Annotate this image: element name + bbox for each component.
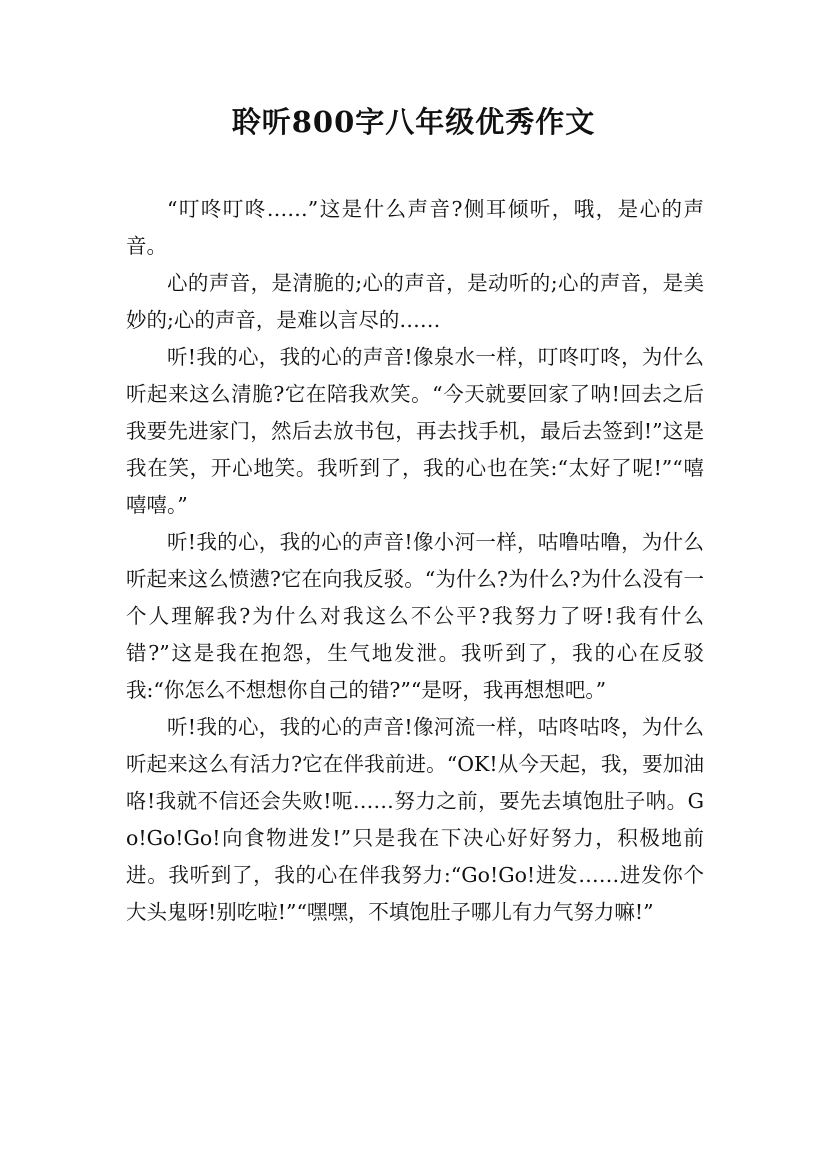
paragraph-5: 听!我的心，我的心的声音!像河流一样，咕咚咕咚，为什么听起来这么有活力?它在伴我前进。“OK!从今天起，我，要加油咯!我就不信还会失败!呃……努力之前，要先去填饱肚子呐。Go!Go!Go!向食物进发!”只是我在下决心好好努力，积极地前进。我听到了，我的心在伴我努力:“Go!Go!进发……进发你个大头鬼呀!别吃啦!”“嘿嘿，不填饱肚子哪儿有力气努力嘛!” bbox=[126, 715, 704, 924]
paragraph-1: “叮咚叮咚……”这是什么声音?侧耳倾听，哦，是心的声音。 bbox=[126, 197, 704, 258]
essay-body bbox=[126, 191, 704, 931]
paragraph-2: 心的声音，是清脆的;心的声音，是动听的;心的声音，是美妙的;心的声音，是难以言尽的…… bbox=[126, 271, 704, 332]
paragraph-3: 听!我的心，我的心的声音!像泉水一样，叮咚叮咚，为什么听起来这么清脆?它在陪我欢笑。“今天就要回家了呐!回去之后我要先进家门，然后去放书包，再去找手机，最后去签到!”这是我在笑，开心地笑。我听到了，我的心也在笑:“太好了呢!”“嘻嘻嘻。” bbox=[126, 345, 704, 517]
paragraph-4: 听!我的心，我的心的声音!像小河一样，咕噜咕噜，为什么听起来这么愤懑?它在向我反驳。“为什么?为什么?为什么没有一个人理解我?为什么对我这么不公平?我努力了呀!我有什么错?”这是我在抱怨，生气地发泄。我听到了，我的心在反驳我:“你怎么不想想你自己的错?”“是呀，我再想想吧。” bbox=[126, 530, 704, 702]
document-title: 聆听800字八年级优秀作文 bbox=[231, 105, 596, 139]
